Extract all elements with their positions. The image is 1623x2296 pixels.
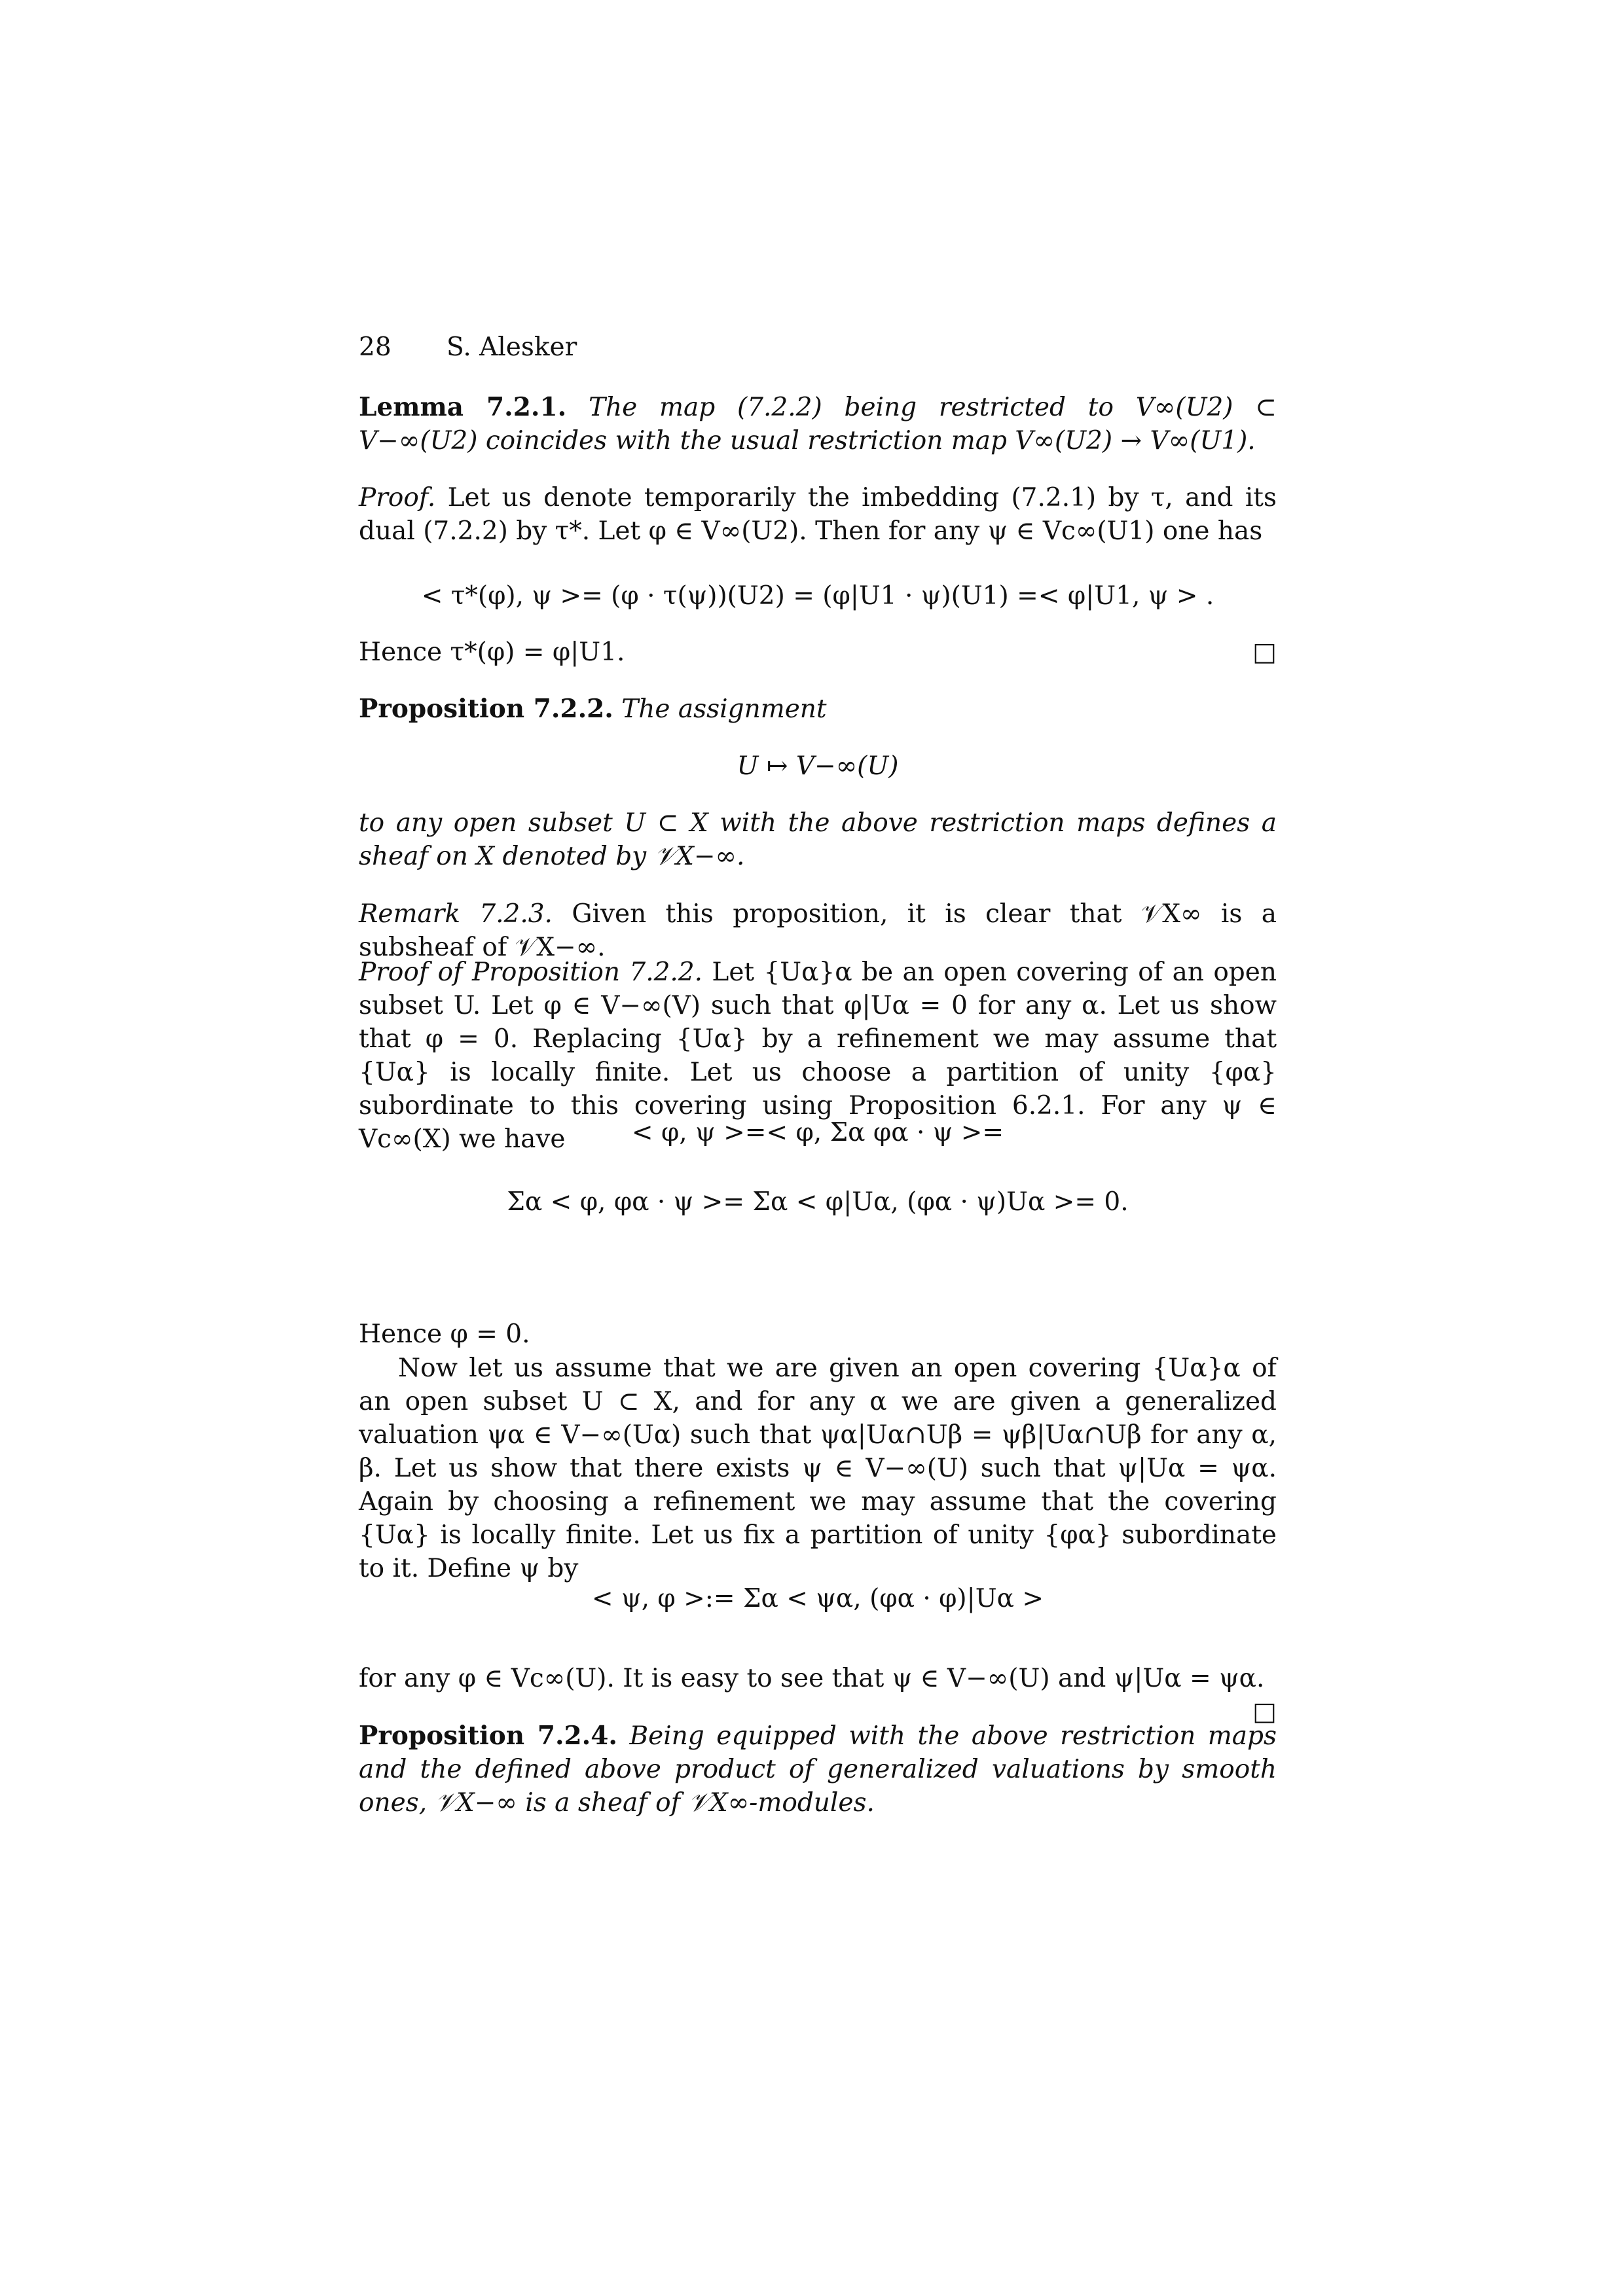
equation-tau-star: < τ*(φ), ψ >= (φ · τ(ψ))(U2) = (φ|U1 · ψ)(U1) =< φ|U1, ψ > . — [421, 581, 1214, 611]
proof-label: Proof. — [359, 483, 436, 512]
proposition-title: Proposition 7.2.4. — [359, 1721, 617, 1751]
proposition-intro: The assignment — [621, 694, 827, 724]
remark-7-2-3 — [359, 897, 1277, 964]
proof-text: Let {Uα}α be an open covering of an open subset U. Let φ ∈ V−∞(V) such that φ|Uα = 0 for any α. Let us show that φ = 0. Replacing {Uα} by a refinement we may assume that {Uα} is locally finite. Let us choose a partition of unity {φα} subordinate to this covering using Proposition 6.2.1. For any ψ ∈ Vc∞(X) we have — [359, 958, 1277, 1154]
proposition-title: Proposition 7.2.2. — [359, 694, 613, 724]
remark-label: Remark 7.2.3. — [359, 899, 553, 929]
proof-paragraph-2: Now let us assume that we are given an open covering {Uα}α of an open subset U ⊂ X, and for any α we are given a generalized valuation ψα ∈ V−∞(Uα) such that ψα|Uα∩Uβ = ψβ|Uα∩Uβ for any α, β. Let us show that there exists ψ ∈ V−∞(U) such that ψ|Uα = ψα. Again by choosing a refinement we may assume that the covering {Uα} is locally finite. Let us fix a partition of unity {φα} subordinate to it. Define ψ by — [359, 1354, 1277, 1583]
equation-define-psi: < ψ, φ >:= Σα < ψα, (φα · φ)|Uα > — [591, 1584, 1044, 1613]
proof-final-line — [359, 1662, 1277, 1729]
lemma-title: Lemma 7.2.1. — [359, 392, 567, 422]
proof-hence: Hence φ = 0. — [359, 1319, 530, 1349]
proposition-7-2-4 — [359, 1719, 1277, 1820]
equation-pairing-2: Σα < φ, φα · ψ >= Σα < φ|Uα, (φα · ψ)Uα >= 0. — [507, 1187, 1129, 1217]
proof-conclusion-line — [359, 636, 1277, 669]
proposition-statement: Being equipped with the above restriction maps and the defined above product of generalized valuations by smooth ones, 𝒱X−∞ is a sheaf of 𝒱X∞-modules. — [359, 1721, 1277, 1818]
proof-label: Proof of Proposition 7.2.2. — [359, 958, 703, 987]
running-header — [359, 331, 1277, 365]
qed-symbol: □ — [1252, 637, 1277, 667]
running-author: S. Alesker — [447, 332, 577, 362]
qed-symbol: □ — [1252, 1697, 1277, 1727]
proof-7-2-1 — [359, 481, 1277, 548]
remark-text: Given this proposition, it is clear that 𝒱X∞ is a subsheaf of 𝒱X−∞. — [359, 899, 1277, 962]
lemma-7-2-1 — [359, 391, 1277, 457]
proof-final: for any φ ∈ Vc∞(U). It is easy to see that ψ ∈ V−∞(U) and ψ|Uα = ψα. — [359, 1664, 1265, 1693]
equation-pairing-1: < φ, ψ >=< φ, Σα φα · ψ >= — [631, 1118, 1004, 1147]
proof-text: Let us denote temporarily the imbedding (7.2.1) by τ, and its dual (7.2.2) by τ*. Let φ ∈ V∞(U2). Then for any ψ ∈ Vc∞(U1) one has — [359, 483, 1277, 546]
proposition-statement: to any open subset U ⊂ X with the above restriction maps defines a sheaf on X denoted by 𝒱X−∞. — [359, 808, 1277, 871]
proposition-7-2-2 — [359, 692, 1277, 726]
lemma-statement: The map (7.2.2) being restricted to V∞(U2) ⊂ V−∞(U2) coincides with the usual restriction map V∞(U2) → V∞(U1). — [359, 393, 1277, 456]
proof-conclusion: Hence τ*(φ) = φ|U1. — [359, 637, 625, 667]
page-number: 28 — [359, 332, 392, 362]
equation-assignment: U ↦ V−∞(U) — [737, 751, 899, 781]
